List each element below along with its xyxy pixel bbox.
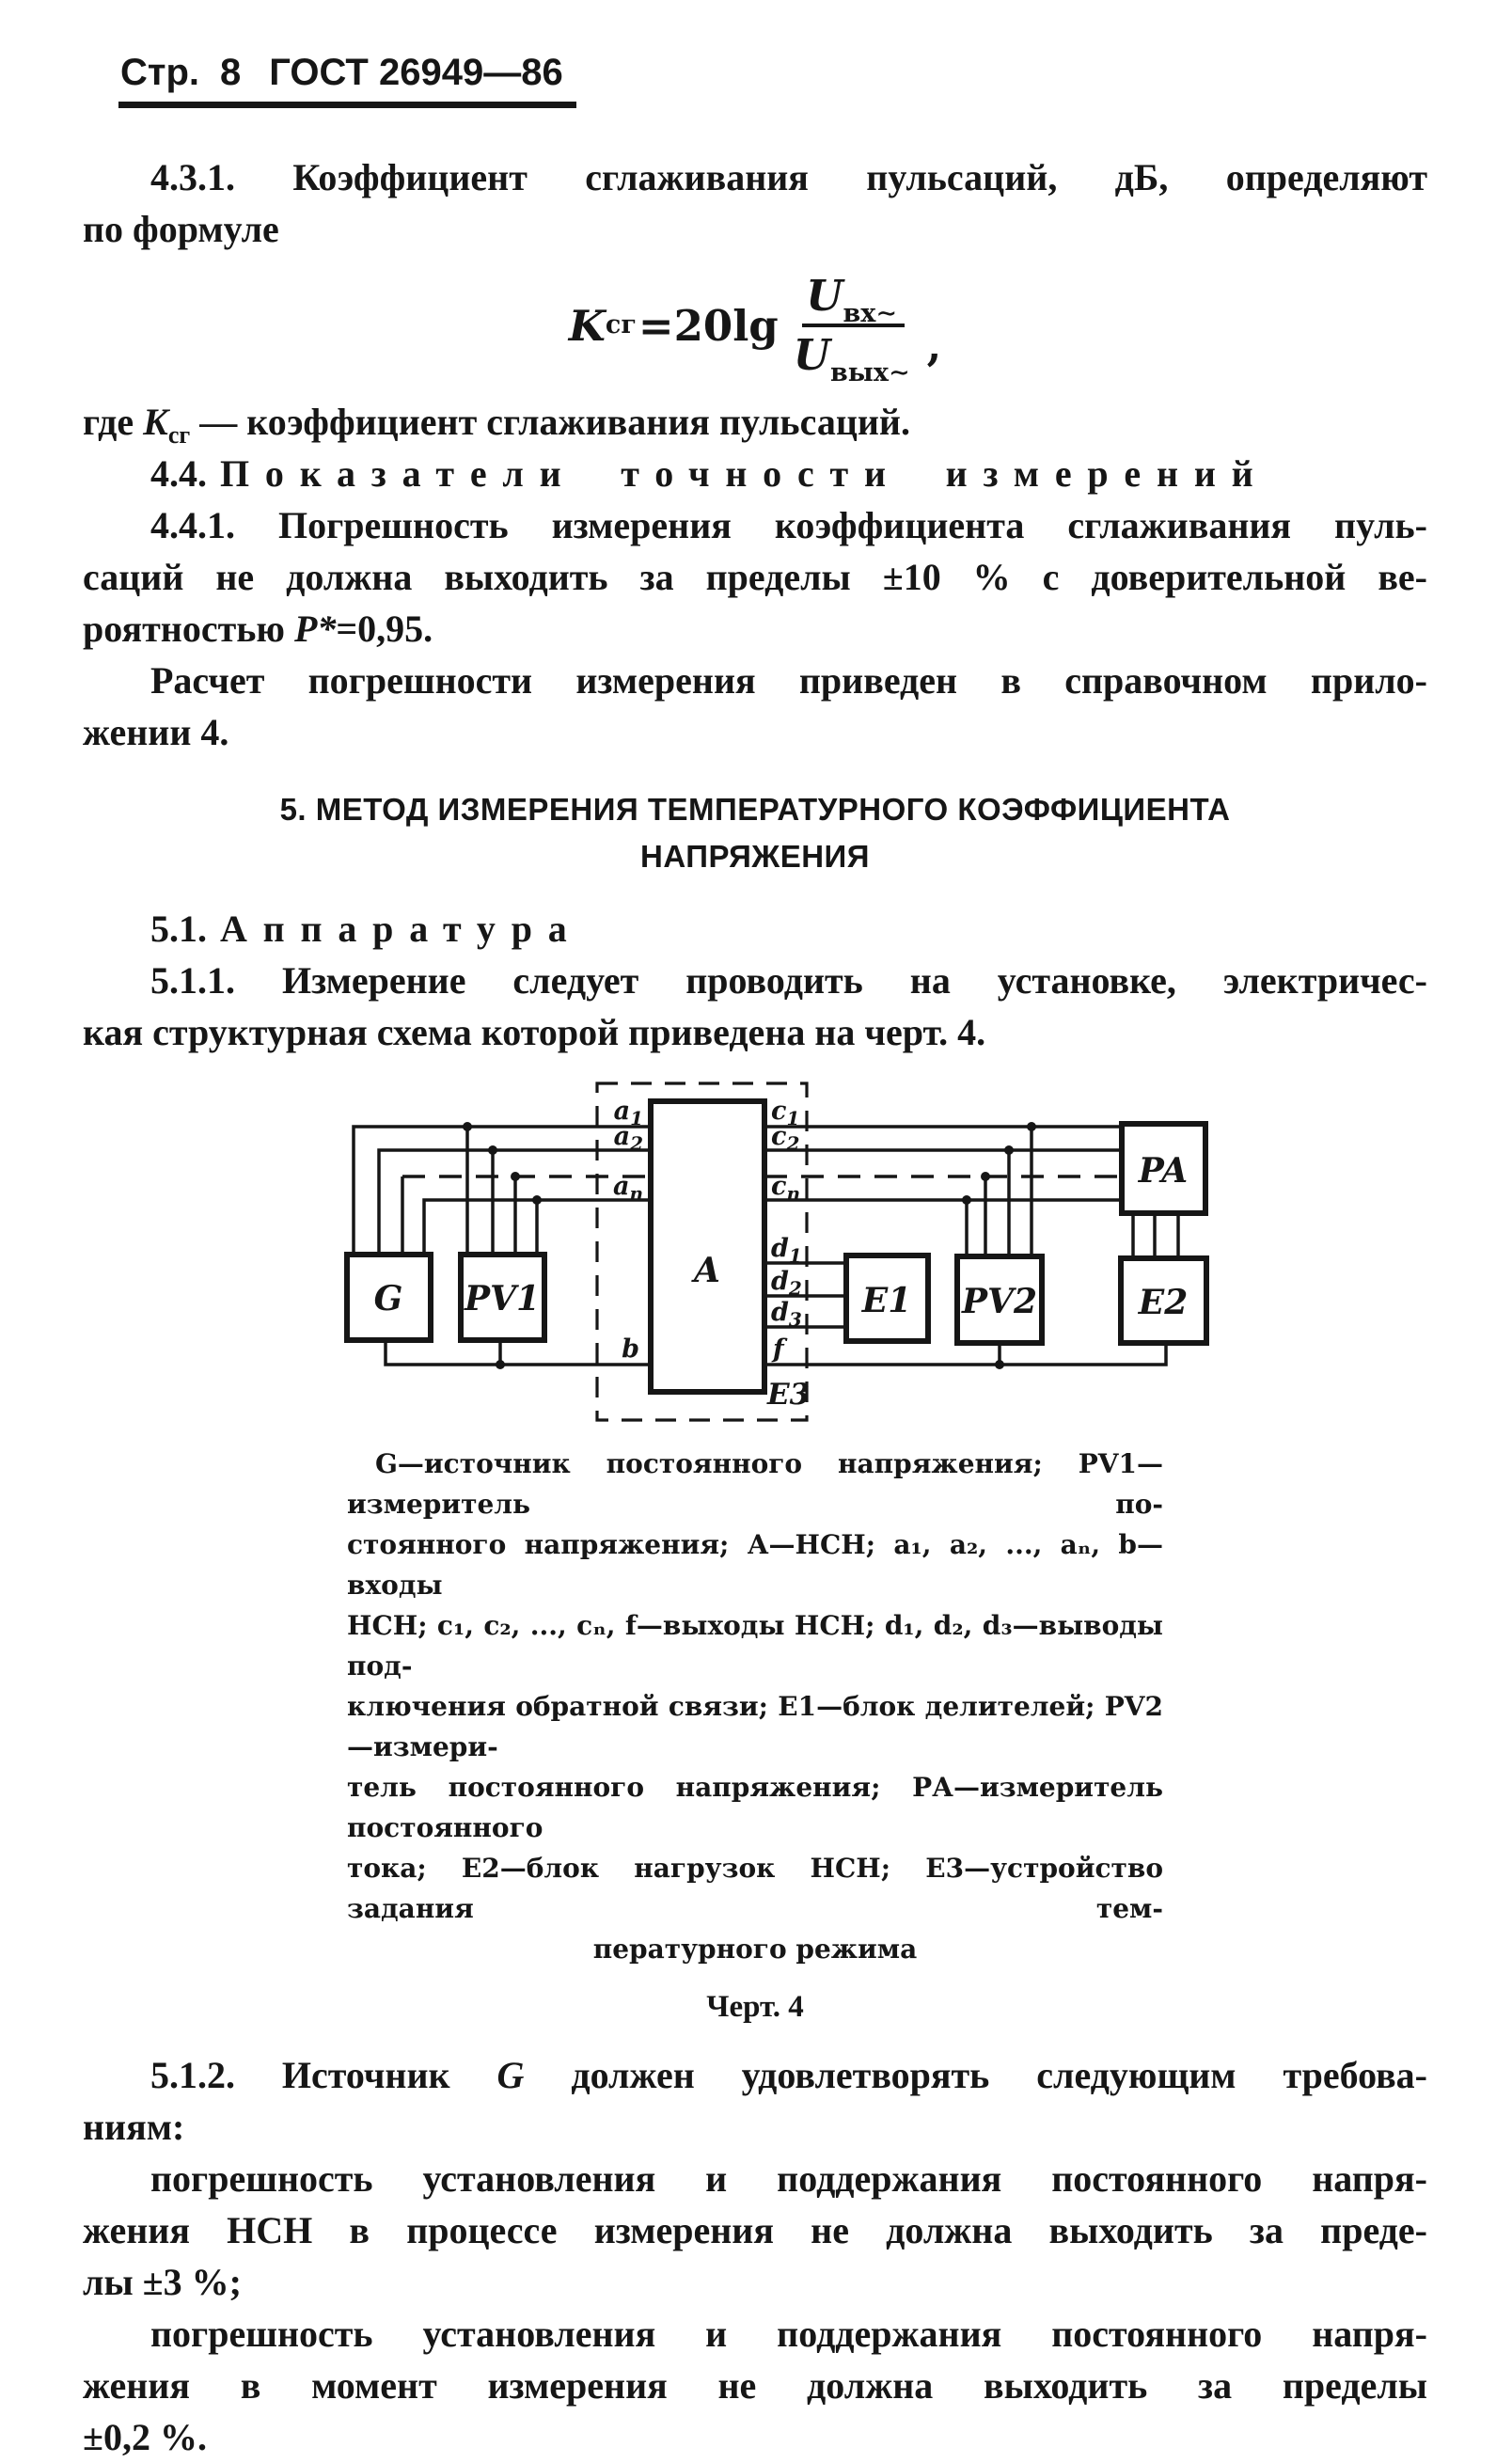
requirement-line: погрешность установления и поддержания постоянного напря- <box>150 2313 1427 2355</box>
dashed-box-e3-label: E3 <box>767 1378 811 1412</box>
block-g-label: G <box>373 1279 403 1318</box>
pin-label-cn: $c_n$ <box>771 1172 800 1205</box>
pin-label-d3: $d_3$ <box>771 1298 802 1331</box>
caption-line: пературного режима <box>592 1934 918 1965</box>
page-label: Стр. <box>120 52 200 93</box>
block-pv1-label: PV1 <box>464 1279 541 1318</box>
pin-label-d2: $d_2$ <box>771 1267 802 1300</box>
formula-denominator: $U_{вых\sim}$ <box>793 330 910 387</box>
block-diagram <box>329 1066 1232 1432</box>
paragraph-441-line: 4.4.1. Погрешность измерения коэффициента сглаживания пуль- <box>150 504 1427 546</box>
figure-number-label: Черт. 4 <box>706 1990 804 2024</box>
variable-p: P* <box>293 608 337 650</box>
caption-line: стоянного напряжения; А—НСН; a₁, a₂, ..., aₙ, b—входы <box>347 1529 1163 1601</box>
block-pv2-label: PV2 <box>961 1282 1038 1321</box>
caption-line: G—источник постоянного напряжения; PV1—измеритель по- <box>347 1448 1163 1520</box>
calc-note-line: Расчет погрешности измерения приведен в справочном прило- <box>150 659 1427 702</box>
pin-label-an: $a_n$ <box>612 1172 643 1205</box>
variable-k: K <box>143 401 168 443</box>
paragraph-512-line: ниям: <box>83 2106 185 2148</box>
pin-label-a2: $a_2$ <box>613 1122 643 1155</box>
figure-4 <box>83 1066 1427 2025</box>
heading-44: 4.4. Показатели точности измерений <box>150 452 1269 495</box>
where-clause: где $K_{сг}$ — коэффициент сглаживания пульсаций. <box>83 401 910 449</box>
variable-g: G <box>496 2054 525 2096</box>
formula-numerator: $U_{вх\sim}$ <box>802 270 905 327</box>
section-4-text <box>83 151 1427 758</box>
figure-caption <box>347 1444 1163 1969</box>
paragraph-512-line: 5.1.2. Источник G должен удовлетворять следующим требова- <box>150 2054 1428 2096</box>
pin-label-f: f <box>773 1334 784 1364</box>
paragraph-441-line: роятностью P*=0,95. <box>83 608 433 650</box>
caption-line: тель постоянного напряжения; РА—измеритель постоянного <box>347 1772 1163 1843</box>
formula-lhs: K <box>568 300 606 351</box>
caption-line: тока; Е2—блок нагрузок НСН; Е3—устройство задания тем- <box>347 1853 1163 1924</box>
section-5-heading <box>83 786 1427 880</box>
heading-51: 5.1. Аппаратура <box>150 908 583 950</box>
page-header <box>118 52 576 108</box>
block-e1-label: E1 <box>861 1281 912 1320</box>
page-number: 8 <box>220 52 242 93</box>
block-e2-label: E2 <box>1138 1283 1189 1322</box>
calc-note-line: жении 4. <box>83 711 229 753</box>
block-a-label: A <box>694 1251 720 1290</box>
formula-operator: =20lg <box>638 300 779 351</box>
requirement-line: ±0,2 %. <box>83 2416 207 2458</box>
formula-fraction <box>790 270 918 387</box>
paragraph-431-line: по формуле <box>83 208 279 250</box>
paragraph-441-line: саций не должна выходить за пределы ±10 % с доверительной ве- <box>83 556 1427 598</box>
paragraph-511-line: 5.1.1. Измерение следует проводить на установке, электричес- <box>150 959 1427 1002</box>
requirement-line: погрешность установления и поддержания постоянного напря- <box>150 2157 1427 2200</box>
section-5-heading-line: 5. МЕТОД ИЗМЕРЕНИЯ ТЕМПЕРАТУРНОГО КОЭФФИЦИЕНТА <box>279 792 1231 827</box>
smoothing-coefficient-formula: K сг =20lg $\frac{U_{вх\sim}}{U_{вых\sim}}$ , <box>83 255 1427 396</box>
pin-label-c2: $c_2$ <box>771 1122 800 1155</box>
section-5-text <box>83 903 1427 1058</box>
requirement-line: лы ±3 %; <box>83 2261 242 2303</box>
paragraph-511-line: кая структурная схема которой приведена на черт. 4. <box>83 1011 986 1053</box>
caption-line: НСН; c₁, c₂, ..., cₙ, f—выходы НСН; d₁, d₂, d₃—выводы под- <box>347 1610 1163 1681</box>
paragraph-431-line: 4.3.1. Коэффициент сглаживания пульсаций, дБ, определяют <box>150 156 1427 198</box>
caption-line: ключения обратной связи; Е1—блок делителей; PV2—измери- <box>347 1691 1163 1762</box>
requirement-line: жения НСН в процессе измерения не должна выходить за преде- <box>83 2209 1427 2251</box>
pin-label-c1: $c_1$ <box>771 1097 800 1129</box>
section-512-text <box>83 2049 1427 2463</box>
pin-label-d1: $d_1$ <box>771 1234 802 1267</box>
doc-number: ГОСТ 26949—86 <box>269 52 563 93</box>
requirement-line: жения в момент измерения не должна выходить за пределы <box>83 2364 1427 2407</box>
section-5-heading-line: НАПРЯЖЕНИЯ <box>640 839 870 874</box>
formula-tail: , <box>926 321 942 371</box>
block-pa-label: PA <box>1138 1151 1189 1191</box>
pin-label-a1: $a_1$ <box>613 1097 643 1129</box>
block-a <box>651 1101 764 1392</box>
pin-label-b: b <box>622 1334 639 1364</box>
